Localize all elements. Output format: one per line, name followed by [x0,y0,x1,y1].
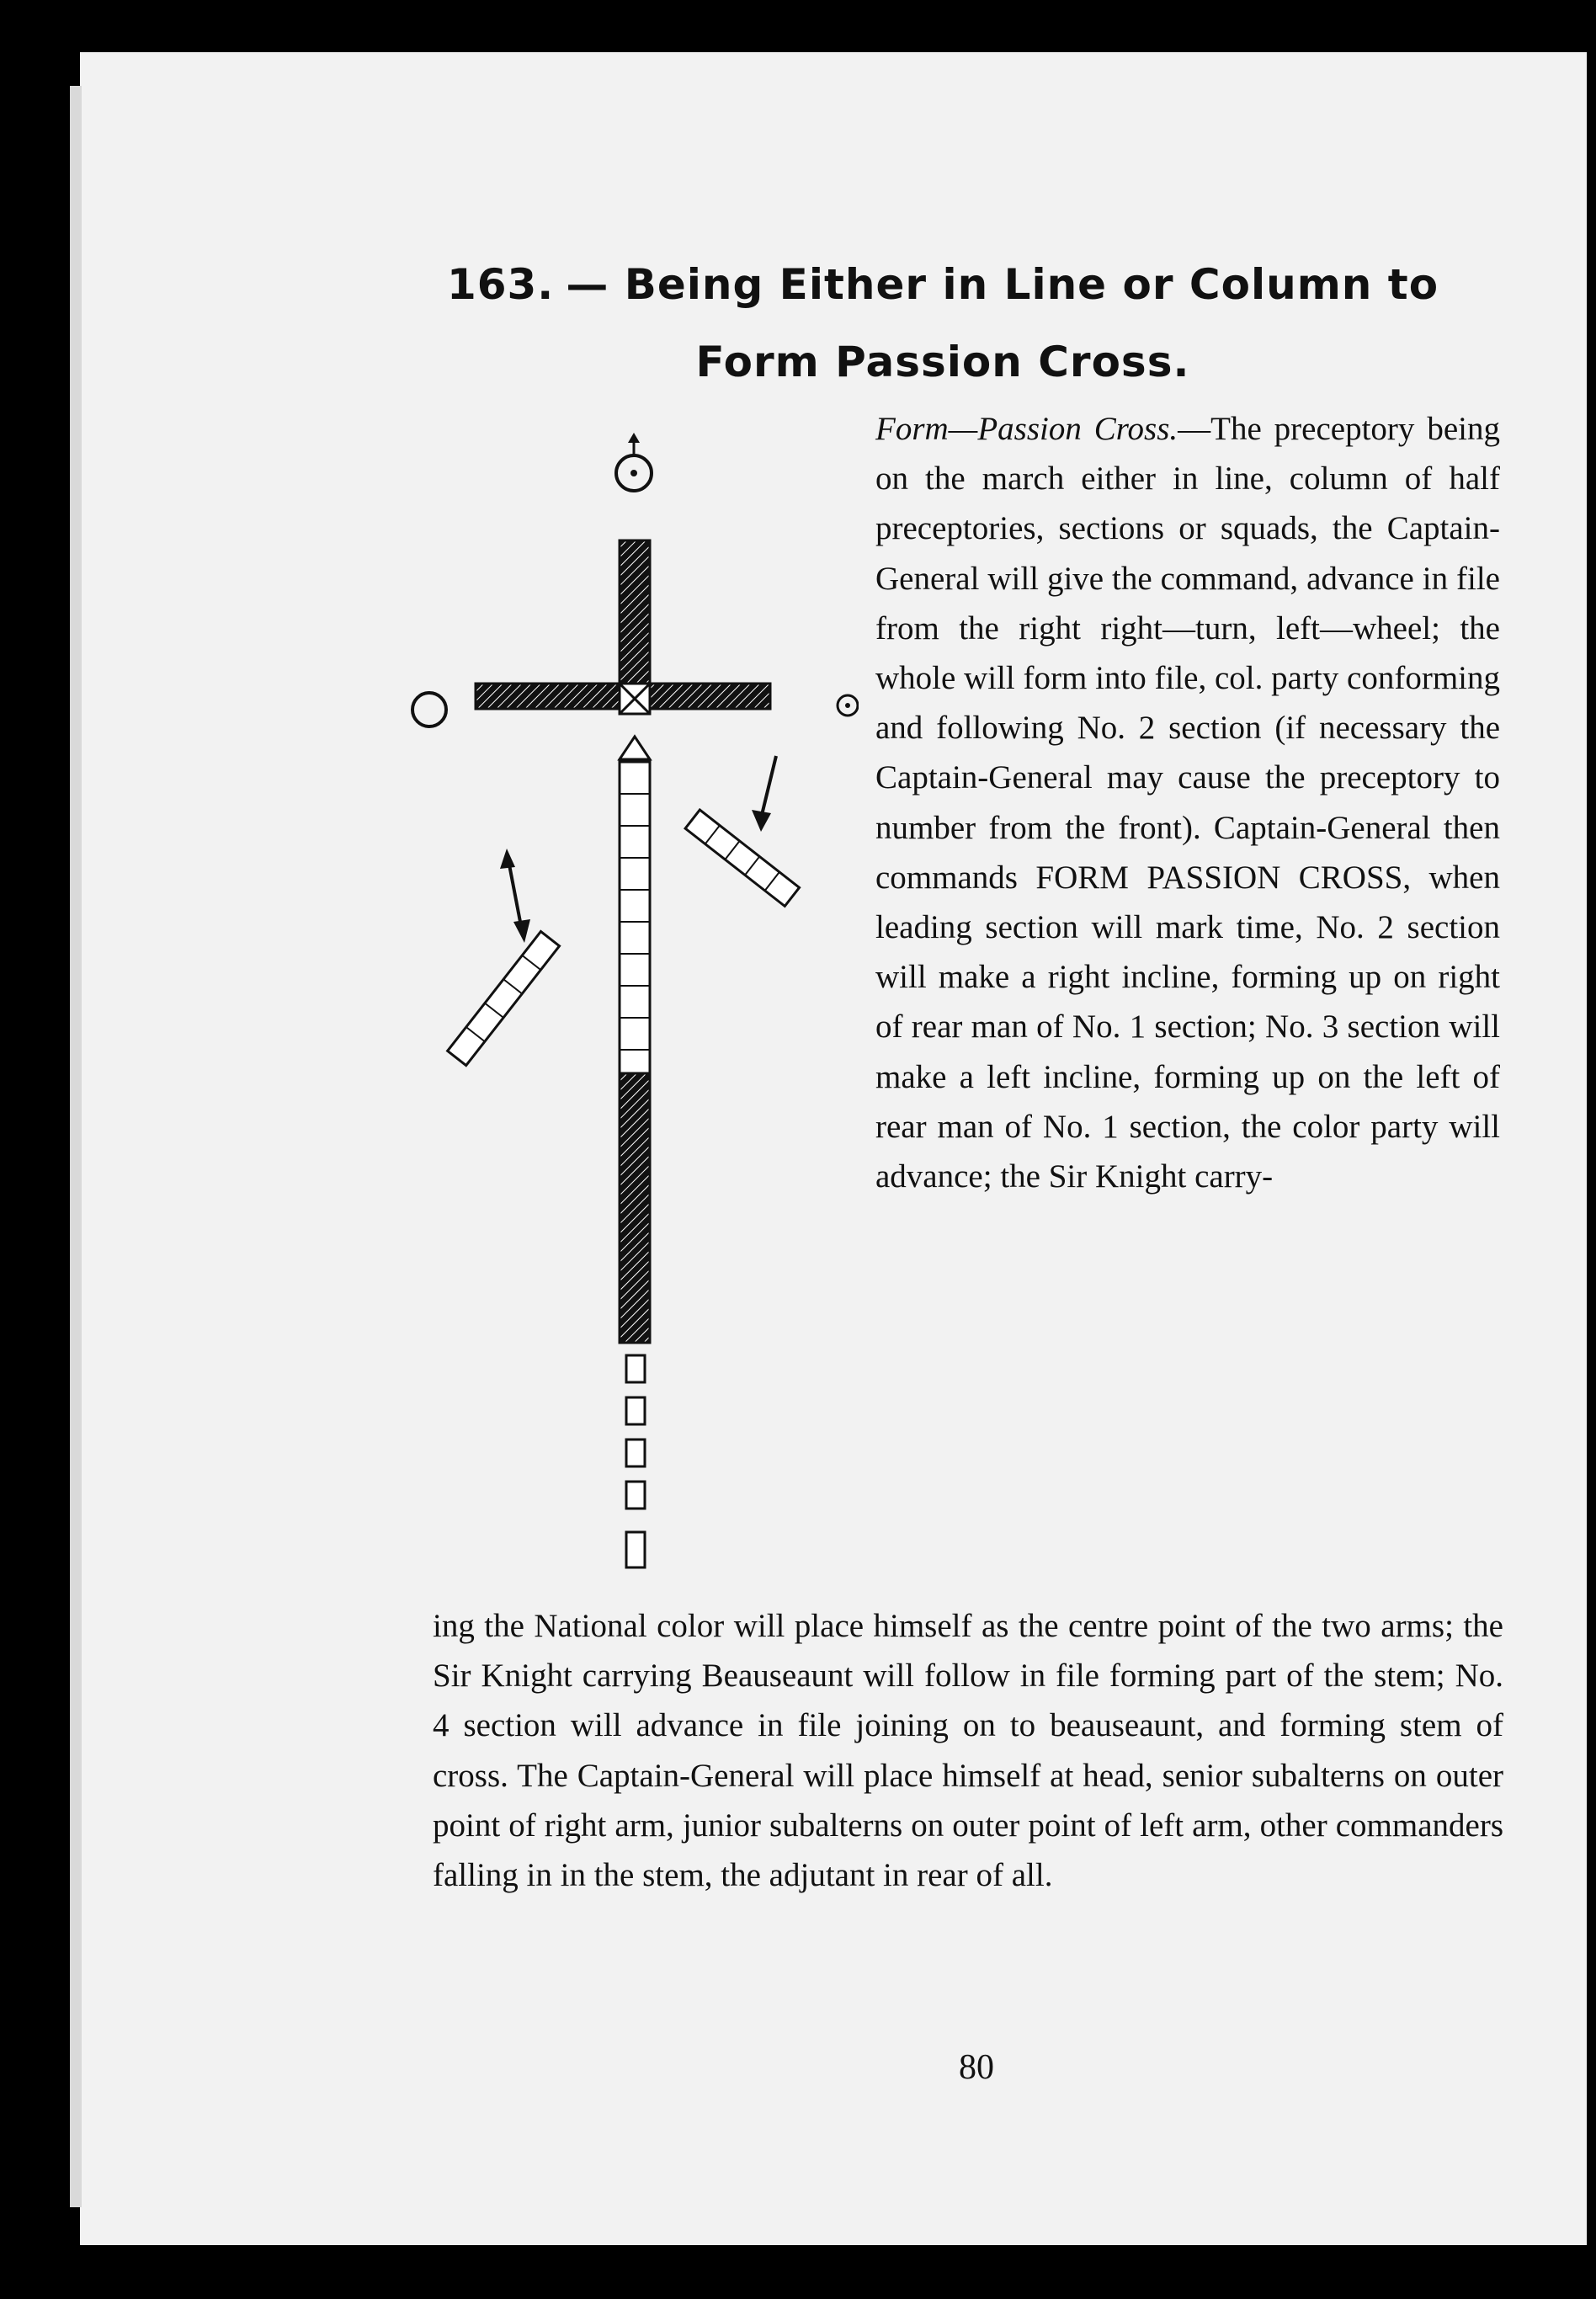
section-heading [396,246,1490,401]
body-text-column [875,404,1500,1201]
intro-italic: Form—Passion Cross. [875,411,1178,447]
right-arm-marker [838,695,858,716]
column-text: —The preceptory being on the march either in line, column of half preceptories, sections or squads, the Captain-General will give the command, advance in file from the right right—turn, left—wheel; the whole will form into file, col. party conforming and following No. 2 section (if necessary the Captain-General may cause the preceptory to number from the front). Captain-General then commands FORM PASSION CROSS, when leading section will mark time, No. 2 section will make a right incline, forming up on right of rear man of No. 1 section; No. 3 section will make a left incline, forming up on the left of rear man of No. 1 section, the color party will advance; the Sir Knight carry- [875,411,1500,1195]
rear-file-markers [626,1355,645,1567]
page-edge [70,86,82,2207]
captain-general-marker [616,433,652,491]
body-text-full-width: ing the National color will place himself as the centre point of the two arms; the Sir Knight carrying Beauseaunt will follow in file forming part of the stem; No. 4 section will advance in file joining on to beauseaunt, and forming stem of cross. The Captain-General will place himself at head, senior subalterns on outer point of right arm, junior subalterns on outer point of left arm, other commanders falling in in the stem, the adjutant in rear of all. [433,1608,1503,1894]
left-arrow-icon [500,849,530,943]
beauseaunt-marker [620,737,650,759]
stem-open-section [620,762,650,1073]
right-incline-section [685,810,799,906]
passion-cross-diagram [404,429,859,1591]
section-number: 163. [446,260,555,309]
cross-head-section [620,540,650,692]
stem-hatched-section [620,1073,650,1343]
center-point-marker [620,684,650,714]
left-incline-section [448,932,560,1066]
section-title: — Being Either in Line or Column to Form Passion Cross. [566,260,1439,386]
page-number: 80 [959,2048,994,2087]
right-arrow-icon [752,756,776,832]
left-arm-marker [412,693,446,726]
